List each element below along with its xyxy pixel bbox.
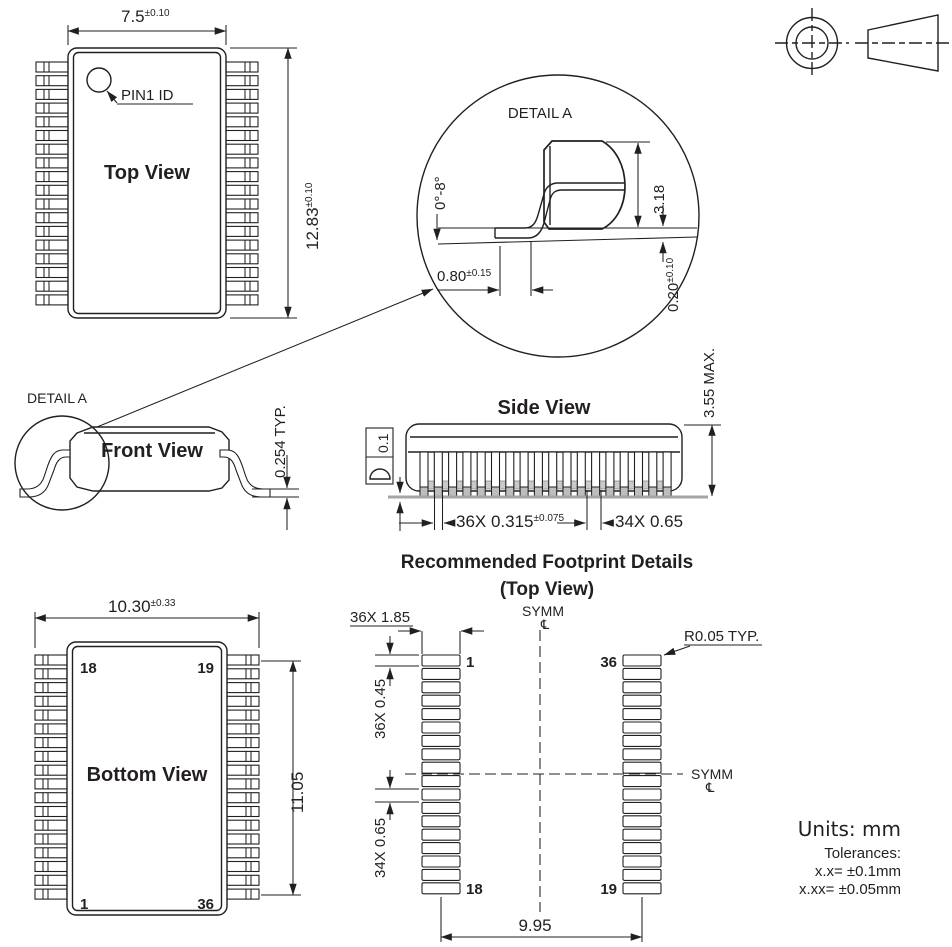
bottom-view-pin19: 19 xyxy=(197,660,214,677)
footprint-pad-height-dim: 36X 0.45 xyxy=(372,678,389,739)
footprint-pad-pitch-dim: 34X 0.65 xyxy=(372,817,389,878)
top-view-right-pins xyxy=(226,62,258,305)
units-label: Units: mm xyxy=(797,817,901,841)
footprint-title: Recommended Footprint Details xyxy=(400,552,694,573)
bottom-view-pin36: 36 xyxy=(197,896,214,913)
front-view-title: Front View xyxy=(101,440,203,462)
footprint-pad18-label: 18 xyxy=(466,881,483,898)
projection-symbols xyxy=(775,8,950,78)
detail-lead-bottom xyxy=(495,190,624,238)
detail-body xyxy=(544,141,625,229)
side-view xyxy=(366,348,721,531)
side-view-lead-pitch-dim: 34X 0.65 xyxy=(615,512,684,531)
footprint-pad-width-dim: 36X 1.85 xyxy=(350,609,411,626)
footprint-view xyxy=(350,603,762,942)
tolerances-label: Tolerances: xyxy=(824,845,901,862)
detail-foot-length-dim: $0.80^{\pm 0.15}$ xyxy=(437,268,492,285)
symm-right-label: SYMM xyxy=(691,766,733,782)
footprint-pad36-label: 36 xyxy=(600,654,617,671)
top-view-width-dim: $7.5^{\pm 0.10}$ xyxy=(121,7,170,26)
symm-top-label: SYMM xyxy=(522,603,564,619)
dim-line xyxy=(664,646,690,655)
tolerance-x-label: x.x= ±0.1mm xyxy=(814,863,901,880)
bottom-view-left-pins xyxy=(35,655,67,899)
footprint-pad19-label: 19 xyxy=(600,881,617,898)
bottom-view-pin1: 1 xyxy=(80,896,89,913)
bottom-view-lead-span-dim: 11.05 xyxy=(288,771,307,813)
units-note xyxy=(798,817,901,898)
footprint-span-dim: 9.95 xyxy=(518,916,552,935)
front-view-lead-thickness-dim: 0.254 TYP. xyxy=(272,405,289,478)
top-view-title: Top View xyxy=(104,162,190,184)
pin1-label: PIN1 ID xyxy=(121,87,174,104)
side-view-max-height-dim: 3.55 MAX. xyxy=(701,347,718,418)
top-view-left-pins xyxy=(36,62,68,305)
bottom-view-title: Bottom View xyxy=(86,764,208,786)
symm-top-centerline-symbol: ℄ xyxy=(540,617,550,632)
top-view xyxy=(36,7,322,318)
detail-a-view xyxy=(417,75,699,357)
detail-angle-line xyxy=(438,237,697,244)
footprint-subtitle: (Top View) xyxy=(499,579,595,600)
detail-a-title: DETAIL A xyxy=(507,105,573,122)
detail-lead-height-dim: 3.18 xyxy=(651,184,668,214)
top-view-height-dim: $12.83^{\pm 0.10}$ xyxy=(303,182,322,250)
bottom-view-pin18: 18 xyxy=(80,660,97,677)
side-view-lead-width-dim: 36X $0.315^{\pm 0.075}$ xyxy=(456,512,565,531)
detail-angle-dim: 0°-8° xyxy=(432,176,449,210)
bottom-view xyxy=(35,597,307,915)
front-view-left-lead xyxy=(20,450,70,497)
symm-right-centerline-symbol: ℄ xyxy=(706,780,715,795)
front-view-detail-callout: DETAIL A xyxy=(27,390,87,406)
flatness-tolerance: 0.1 xyxy=(375,433,391,453)
detail-standoff-dim: $0.20^{\pm 0.10}$ xyxy=(665,257,682,312)
footprint-corner-radius-note: R0.05 TYP. xyxy=(684,628,760,645)
bottom-view-width-dim: $10.30^{\pm 0.33}$ xyxy=(108,597,176,616)
footprint-pad1-label: 1 xyxy=(466,654,475,671)
side-view-title: Side View xyxy=(497,397,591,419)
bottom-view-right-pins xyxy=(227,655,259,899)
front-view xyxy=(15,390,299,530)
tolerance-xx-label: x.xx= ±0.05mm xyxy=(798,881,901,898)
